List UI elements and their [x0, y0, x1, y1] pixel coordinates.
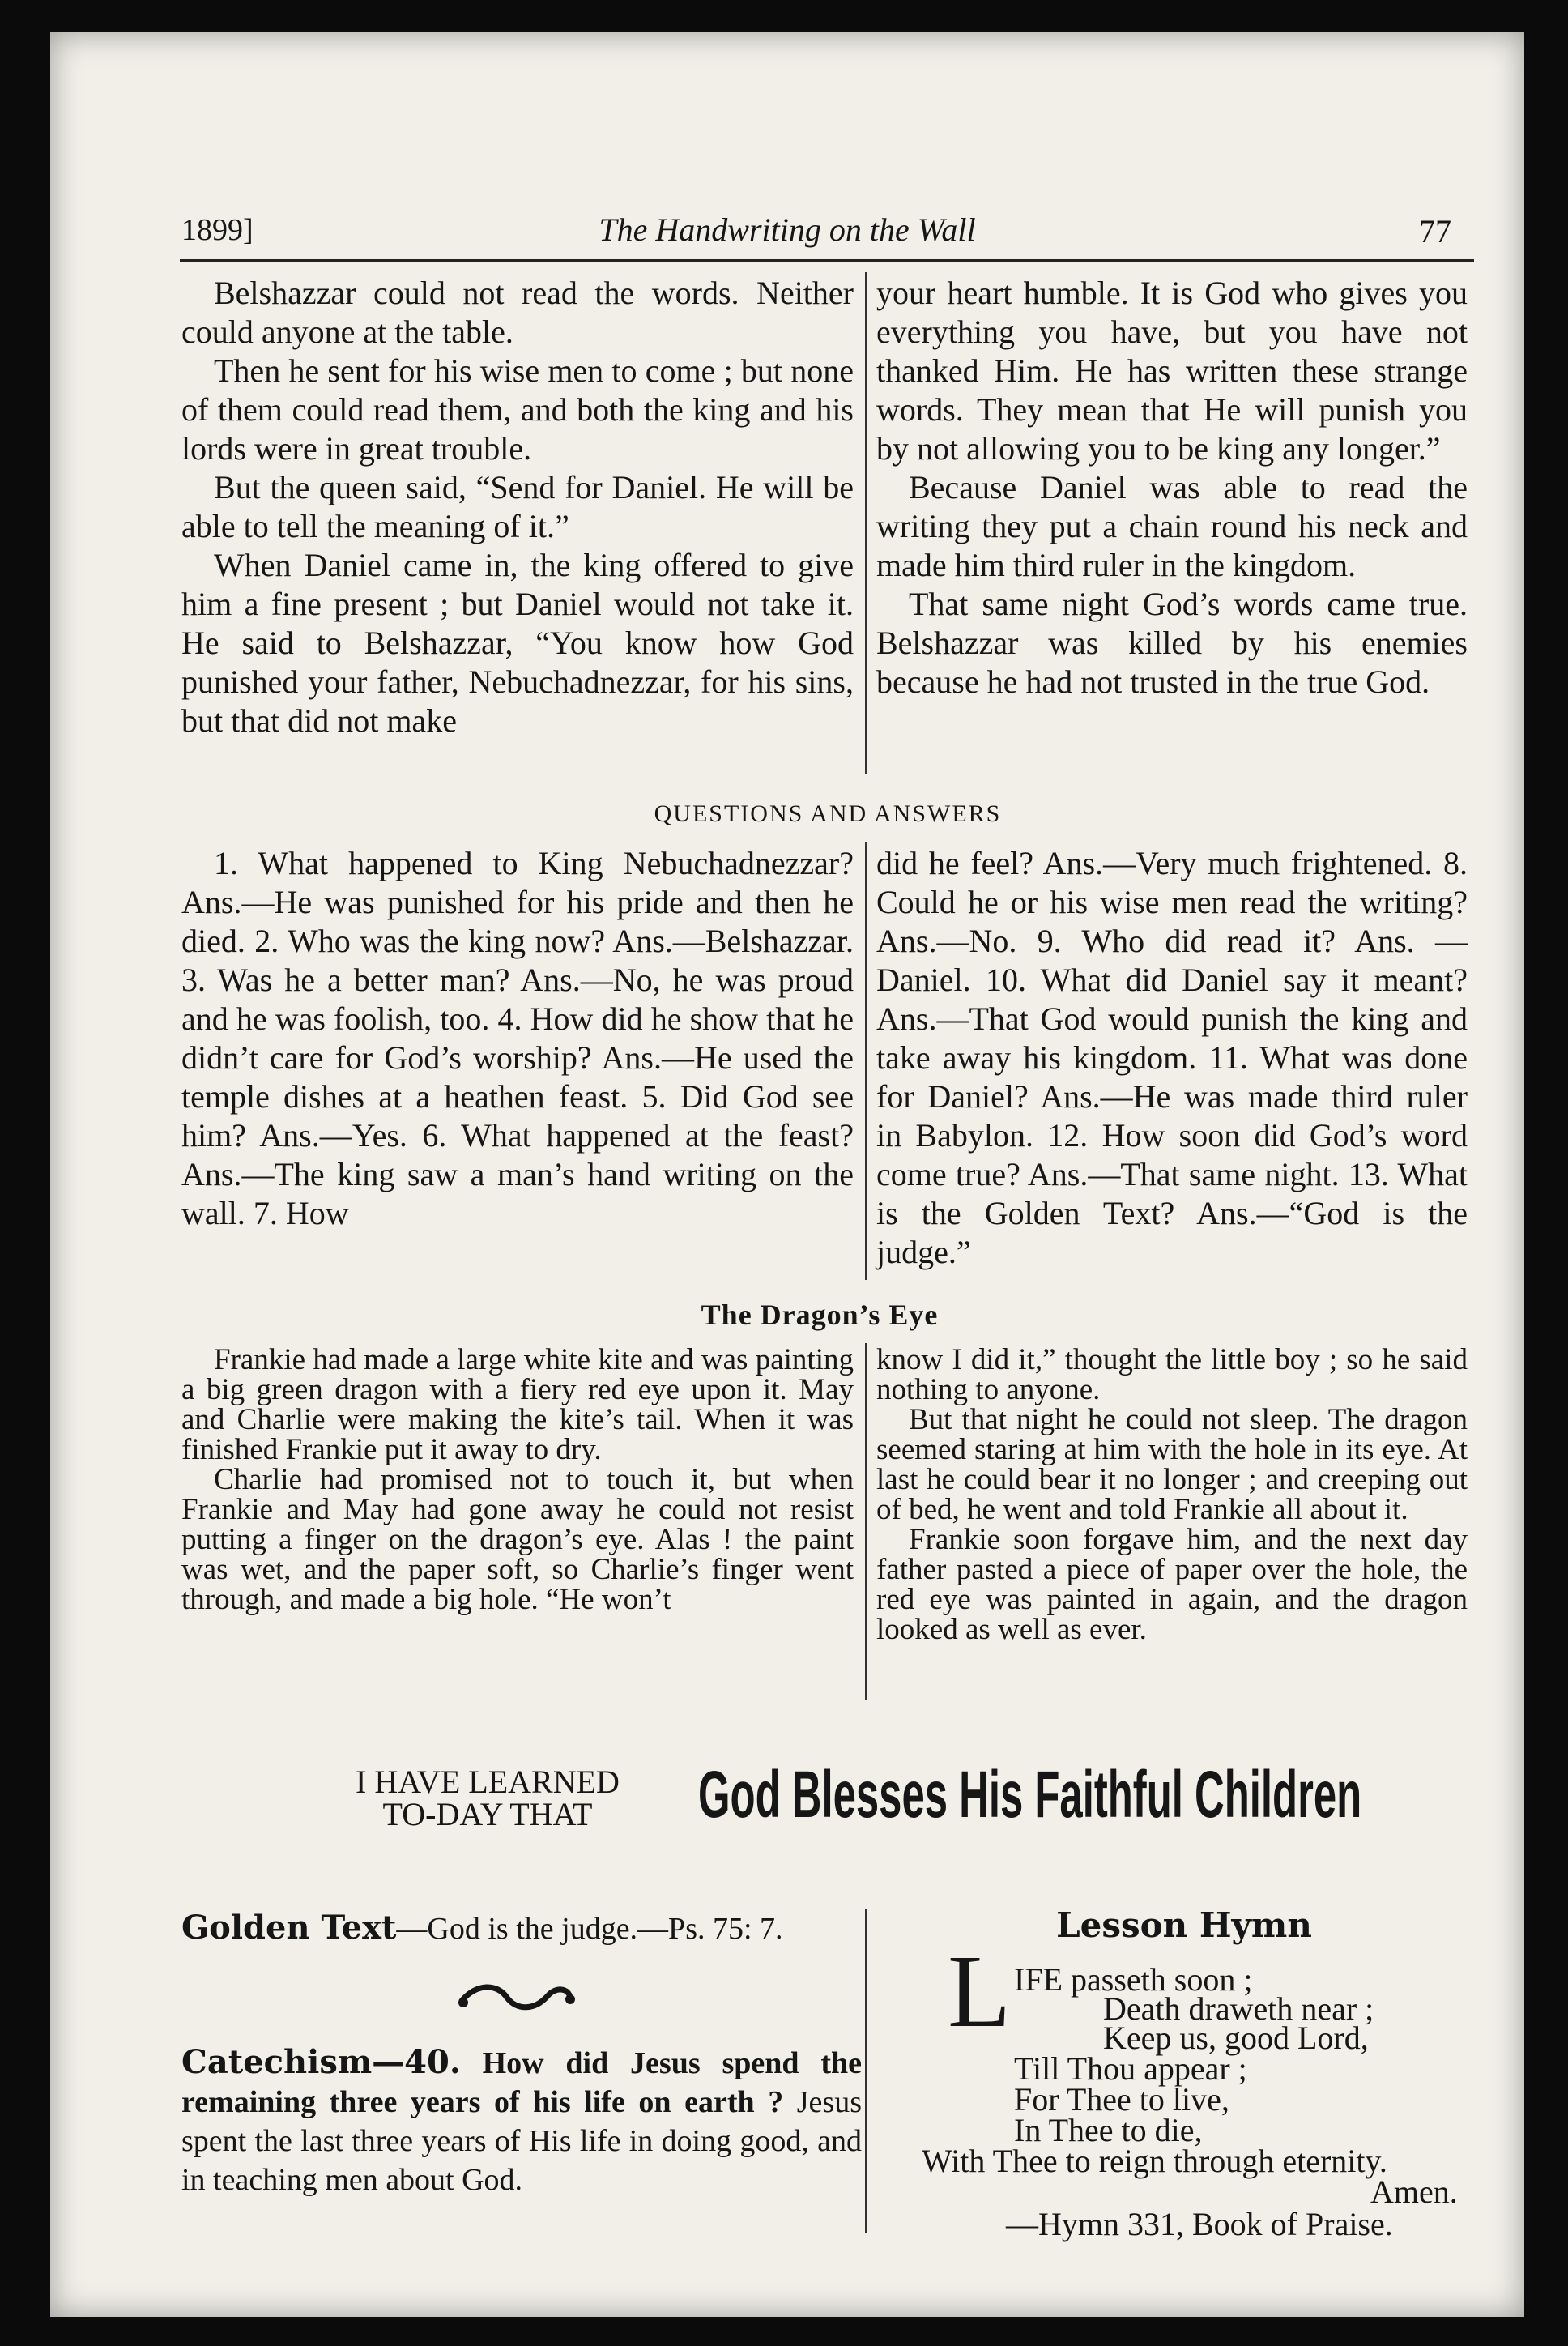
story-paragraph: your heart humble. It is God who gives you everything you have, but you have not thanked Him. He has written these strange words. They mean that He will punish you by not allowing you to be king any longer.”	[876, 275, 1468, 467]
dragon-paragraph: Frankie had made a large white kite and was painting a big green dragon with a fiery red eye upon it. May and Charlie were making the kite’s tail. When it was finished Frankie put it away to dry.	[181, 1343, 854, 1466]
story-paragraph: Because Daniel was able to read the writing they put a chain round his neck and made him third ruler in the kingdom.	[876, 469, 1468, 583]
hymn-line: In Thee to die,	[1014, 2112, 1203, 2148]
dragon-paragraph: But that night he could not sleep. The dragon seemed staring at him with the hole in its eye. At last he could bear it no longer ; and creeping out of bed, he went and told Frankie all about it.	[876, 1403, 1468, 1526]
story-paragraph: Belshazzar could not read the words. Neither could anyone at the table.	[181, 275, 854, 350]
dragon-paragraph: Charlie had promised not to touch it, but when Frankie and May had gone away he could not resist putting a finger on the dragon’s eye. Alas ! the paint was wet, and the paper soft, so Charlie’s finger went through, and made a big hole. “He won’t	[181, 1463, 854, 1616]
hymn-line: IFE passeth soon ;	[1014, 1961, 1253, 1998]
header-rule	[180, 259, 1474, 262]
dragon-story-title: The Dragon’s Eye	[701, 1299, 939, 1331]
dragon-paragraph: Frankie soon forgave him, and the next day father pasted a piece of paper over the hole, the red eye was painted in again, and the dragon looked as well as ever.	[876, 1523, 1468, 1646]
catechism-label: Catechism—40.	[181, 2043, 461, 2081]
learned-headline-box	[698, 1755, 1395, 1844]
story-right-column	[876, 274, 1468, 702]
hymn-line: For Thee to live,	[1014, 2081, 1229, 2118]
flourish-ornament-icon	[455, 1978, 577, 2017]
header-page-number: 77	[1419, 213, 1451, 250]
column-divider	[865, 272, 867, 774]
story-paragraph: But the queen said, “Send for Daniel. He will be able to tell the meaning of it.”	[181, 469, 854, 544]
story-paragraph: When Daniel came in, the king offered to give him a fine present ; but Daniel would not take it. He said to Belshazzar, “You know how God punished your father, Nebuchadnezzar, for his sins, but that did not make	[181, 547, 854, 739]
golden-text-label: Golden Text	[181, 1909, 397, 1947]
hymn-source: —Hymn 331, Book of Praise.	[1006, 2206, 1393, 2242]
hymn-drop-cap: L	[948, 1934, 1012, 2049]
header-title: The Handwriting on the Wall	[599, 211, 976, 248]
learned-headline: God Blesses His Faithful Children	[698, 1758, 1362, 1832]
hymn-title: Lesson Hymn	[1056, 1905, 1312, 1945]
story-paragraph: That same night God’s words came true. Belshazzar was killed by his enemies because he had not trusted in the true God.	[876, 586, 1468, 700]
column-divider	[865, 1343, 867, 1700]
questions-left-column	[181, 844, 854, 1233]
catechism	[181, 2043, 862, 2199]
book-page	[50, 32, 1524, 2317]
questions-text: 1. What happened to King Nebuchadnezzar? Ans.—He was punished for his pride and then he died. 2. Who was the king now? Ans.—Belshazzar. 3. Was he a better man? Ans.—No, he was proud and he was foolish, too. 4. How did he show that he didn’t care for God’s worship? Ans.—He used the temple dishes at a heathen feast. 5. Did God see him? Ans.—Yes. 6. What happened at the feast? Ans.—The king saw a man’s hand writing on the wall. 7. How	[181, 845, 854, 1231]
column-divider	[865, 842, 867, 1280]
catechism-question: How did Jesus spend the remaining three years of his life on earth ?	[181, 2046, 862, 2119]
questions-text: did he feel? Ans.—Very much frightened. 8. Could he or his wise men read the writing? Ans.—No. 9. Who did read it? Ans. —Daniel. 10. What did Daniel say it meant? Ans.—That God would punish the king and take away his kingdom. 11. What was done for Daniel? Ans.—He was made third ruler in Babylon. 12. How soon did God’s word come true? Ans.—That same night. 13. What is the Golden Text? Ans.—“God is the judge.”	[876, 845, 1468, 1270]
hymn-line: Till Thou appear ;	[1014, 2050, 1247, 2087]
questions-heading: QUESTIONS AND ANSWERS	[654, 800, 1002, 827]
hymn-line: Amen.	[1370, 2173, 1458, 2210]
story-left-column	[181, 274, 854, 740]
story-paragraph: Then he sent for his wise men to come ; but none of them could read them, and both the king and his lords were in great trouble.	[181, 352, 854, 467]
golden-text	[181, 1910, 862, 1947]
dragon-right-column	[876, 1345, 1468, 1644]
hymn-line: Death draweth near ;	[1103, 1990, 1374, 2027]
questions-right-column	[876, 844, 1468, 1272]
dragon-paragraph: know I did it,” thought the little boy ; so he said nothing to anyone.	[876, 1343, 1468, 1406]
header-year: 1899]	[181, 213, 254, 247]
learned-small-line-1: I HAVE LEARNED	[356, 1764, 620, 1800]
golden-text-body: —God is the judge.—Ps. 75: 7.	[396, 1912, 783, 1946]
catechism-answer: Jesus spent the last three years of His life in doing good, and in teaching men about God.	[181, 2085, 862, 2197]
learned-small-line-2: TO-DAY THAT	[382, 1796, 593, 1832]
dragon-left-column	[181, 1345, 854, 1614]
hymn-line: With Thee to reign through eternity.	[922, 2143, 1387, 2179]
column-divider	[865, 1909, 867, 2233]
hymn-line: Keep us, good Lord,	[1103, 2020, 1369, 2056]
